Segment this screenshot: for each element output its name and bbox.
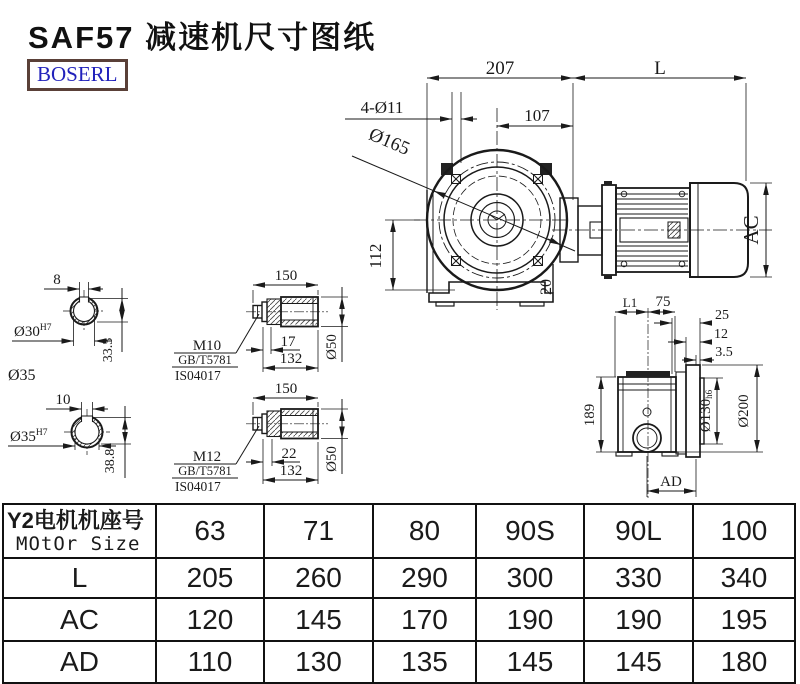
dim-189: 189 bbox=[582, 403, 598, 427]
dim-keyway-depth-1: 33.3 bbox=[101, 337, 116, 363]
table-cell: 135 bbox=[373, 641, 476, 683]
label-std2-2: IS04017 bbox=[175, 479, 221, 494]
table-header-motor-size bbox=[3, 504, 156, 558]
table-cell-size: 71 bbox=[264, 504, 373, 558]
side-view-dimensions bbox=[582, 294, 763, 497]
table-cell: 190 bbox=[584, 598, 693, 641]
dim-AC: AC bbox=[739, 215, 763, 245]
dimension-drawing bbox=[0, 50, 800, 505]
table-cell: 330 bbox=[584, 558, 693, 598]
table-cell: 120 bbox=[156, 598, 264, 641]
dim-spigot-dia: Ø130h6 bbox=[698, 389, 714, 433]
shaft-view-2 bbox=[172, 381, 348, 494]
dim-bore-1: $Ø30^{H7}$ bbox=[14, 323, 52, 340]
table-cell-size: 100 bbox=[693, 504, 795, 558]
header-cn: Y2电机机座号 bbox=[7, 507, 144, 533]
label-thread-1: M10 bbox=[192, 338, 222, 354]
dim-flange-dia-side: Ø200 bbox=[736, 394, 752, 428]
header-en: MOtOr Size bbox=[16, 532, 141, 555]
dim-75: 75 bbox=[655, 294, 671, 310]
table-cell: 145 bbox=[264, 598, 373, 641]
table-cell: 130 bbox=[264, 641, 373, 683]
table-cell: 180 bbox=[693, 641, 795, 683]
dim-112: 112 bbox=[366, 243, 385, 269]
table-cell: 110 bbox=[156, 641, 264, 683]
front-view-dimensions bbox=[345, 58, 772, 295]
dim-L: L bbox=[654, 58, 666, 79]
dim-length-2: 150 bbox=[274, 381, 298, 397]
shaft-view-1 bbox=[172, 268, 348, 383]
dim-3-5: 3.5 bbox=[715, 345, 733, 360]
table-row-AD bbox=[3, 641, 795, 683]
table-cell: 205 bbox=[156, 558, 264, 598]
table-cell-size: 90L bbox=[584, 504, 693, 558]
dim-bore-2: $Ø35^{H7}$ bbox=[10, 428, 48, 445]
label-std1-2: GB/T5781 bbox=[178, 464, 232, 478]
table-cell: 190 bbox=[476, 598, 584, 641]
dim-keyway-depth-2: 38.8 bbox=[103, 448, 118, 474]
dim-sleeve-len-2: 132 bbox=[279, 463, 303, 479]
gearbox-side-view bbox=[582, 294, 763, 498]
table-cell: 260 bbox=[264, 558, 373, 598]
dim-keyway-width-1: 8 bbox=[53, 272, 61, 288]
brand-logo-text: BOSERL bbox=[37, 62, 118, 86]
dim-flange-dia: Ø165 bbox=[365, 124, 413, 160]
label-std1-1: GB/T5781 bbox=[178, 353, 232, 367]
table-row-AC bbox=[3, 598, 795, 641]
table-cell: 170 bbox=[373, 598, 476, 641]
dim-sleeve-len-1: 132 bbox=[279, 351, 303, 367]
table-row-label: AC bbox=[3, 598, 156, 641]
dim-bolt-len-2: 22 bbox=[281, 446, 297, 462]
label-std2-1: IS04017 bbox=[175, 368, 221, 383]
table-cell-size: 90S bbox=[476, 504, 584, 558]
table-cell: 145 bbox=[476, 641, 584, 683]
shaft-section-2 bbox=[8, 392, 131, 478]
dimension-table bbox=[2, 503, 796, 684]
dim-107: 107 bbox=[524, 106, 550, 125]
dim-keyway-width-2: 10 bbox=[55, 392, 71, 408]
dim-L1: L1 bbox=[622, 295, 638, 310]
label-thread-2: M12 bbox=[192, 449, 222, 465]
dim-od-1: Ø50 bbox=[324, 334, 340, 360]
dim-25: 25 bbox=[715, 308, 729, 323]
dim-207: 207 bbox=[485, 58, 515, 79]
dim-20: 20 bbox=[538, 279, 555, 295]
table-cell-size: 63 bbox=[156, 504, 264, 558]
table-cell: 290 bbox=[373, 558, 476, 598]
page-title: SAF57 减速机尺寸图纸 bbox=[28, 20, 377, 55]
table-cell: 195 bbox=[693, 598, 795, 641]
table-cell: 340 bbox=[693, 558, 795, 598]
dim-12: 12 bbox=[714, 327, 728, 342]
gearbox-front-view bbox=[345, 58, 772, 310]
table-cell-size: 80 bbox=[373, 504, 476, 558]
table-cell: 145 bbox=[584, 641, 693, 683]
table-row-L bbox=[3, 558, 795, 598]
table-cell: 300 bbox=[476, 558, 584, 598]
table-row-label: AD bbox=[3, 641, 156, 683]
table-row-header bbox=[3, 504, 795, 558]
dim-length-1: 150 bbox=[274, 268, 298, 284]
dim-bolt-len-1: 17 bbox=[280, 334, 296, 350]
shaft-section-1 bbox=[8, 272, 128, 384]
dim-od-2: Ø50 bbox=[324, 446, 340, 472]
dim-AD: AD bbox=[660, 474, 682, 490]
table-row-label: L bbox=[3, 558, 156, 598]
dim-bolt-holes: 4-Ø11 bbox=[360, 98, 404, 117]
label-outer-dia-1: Ø35 bbox=[8, 367, 36, 384]
